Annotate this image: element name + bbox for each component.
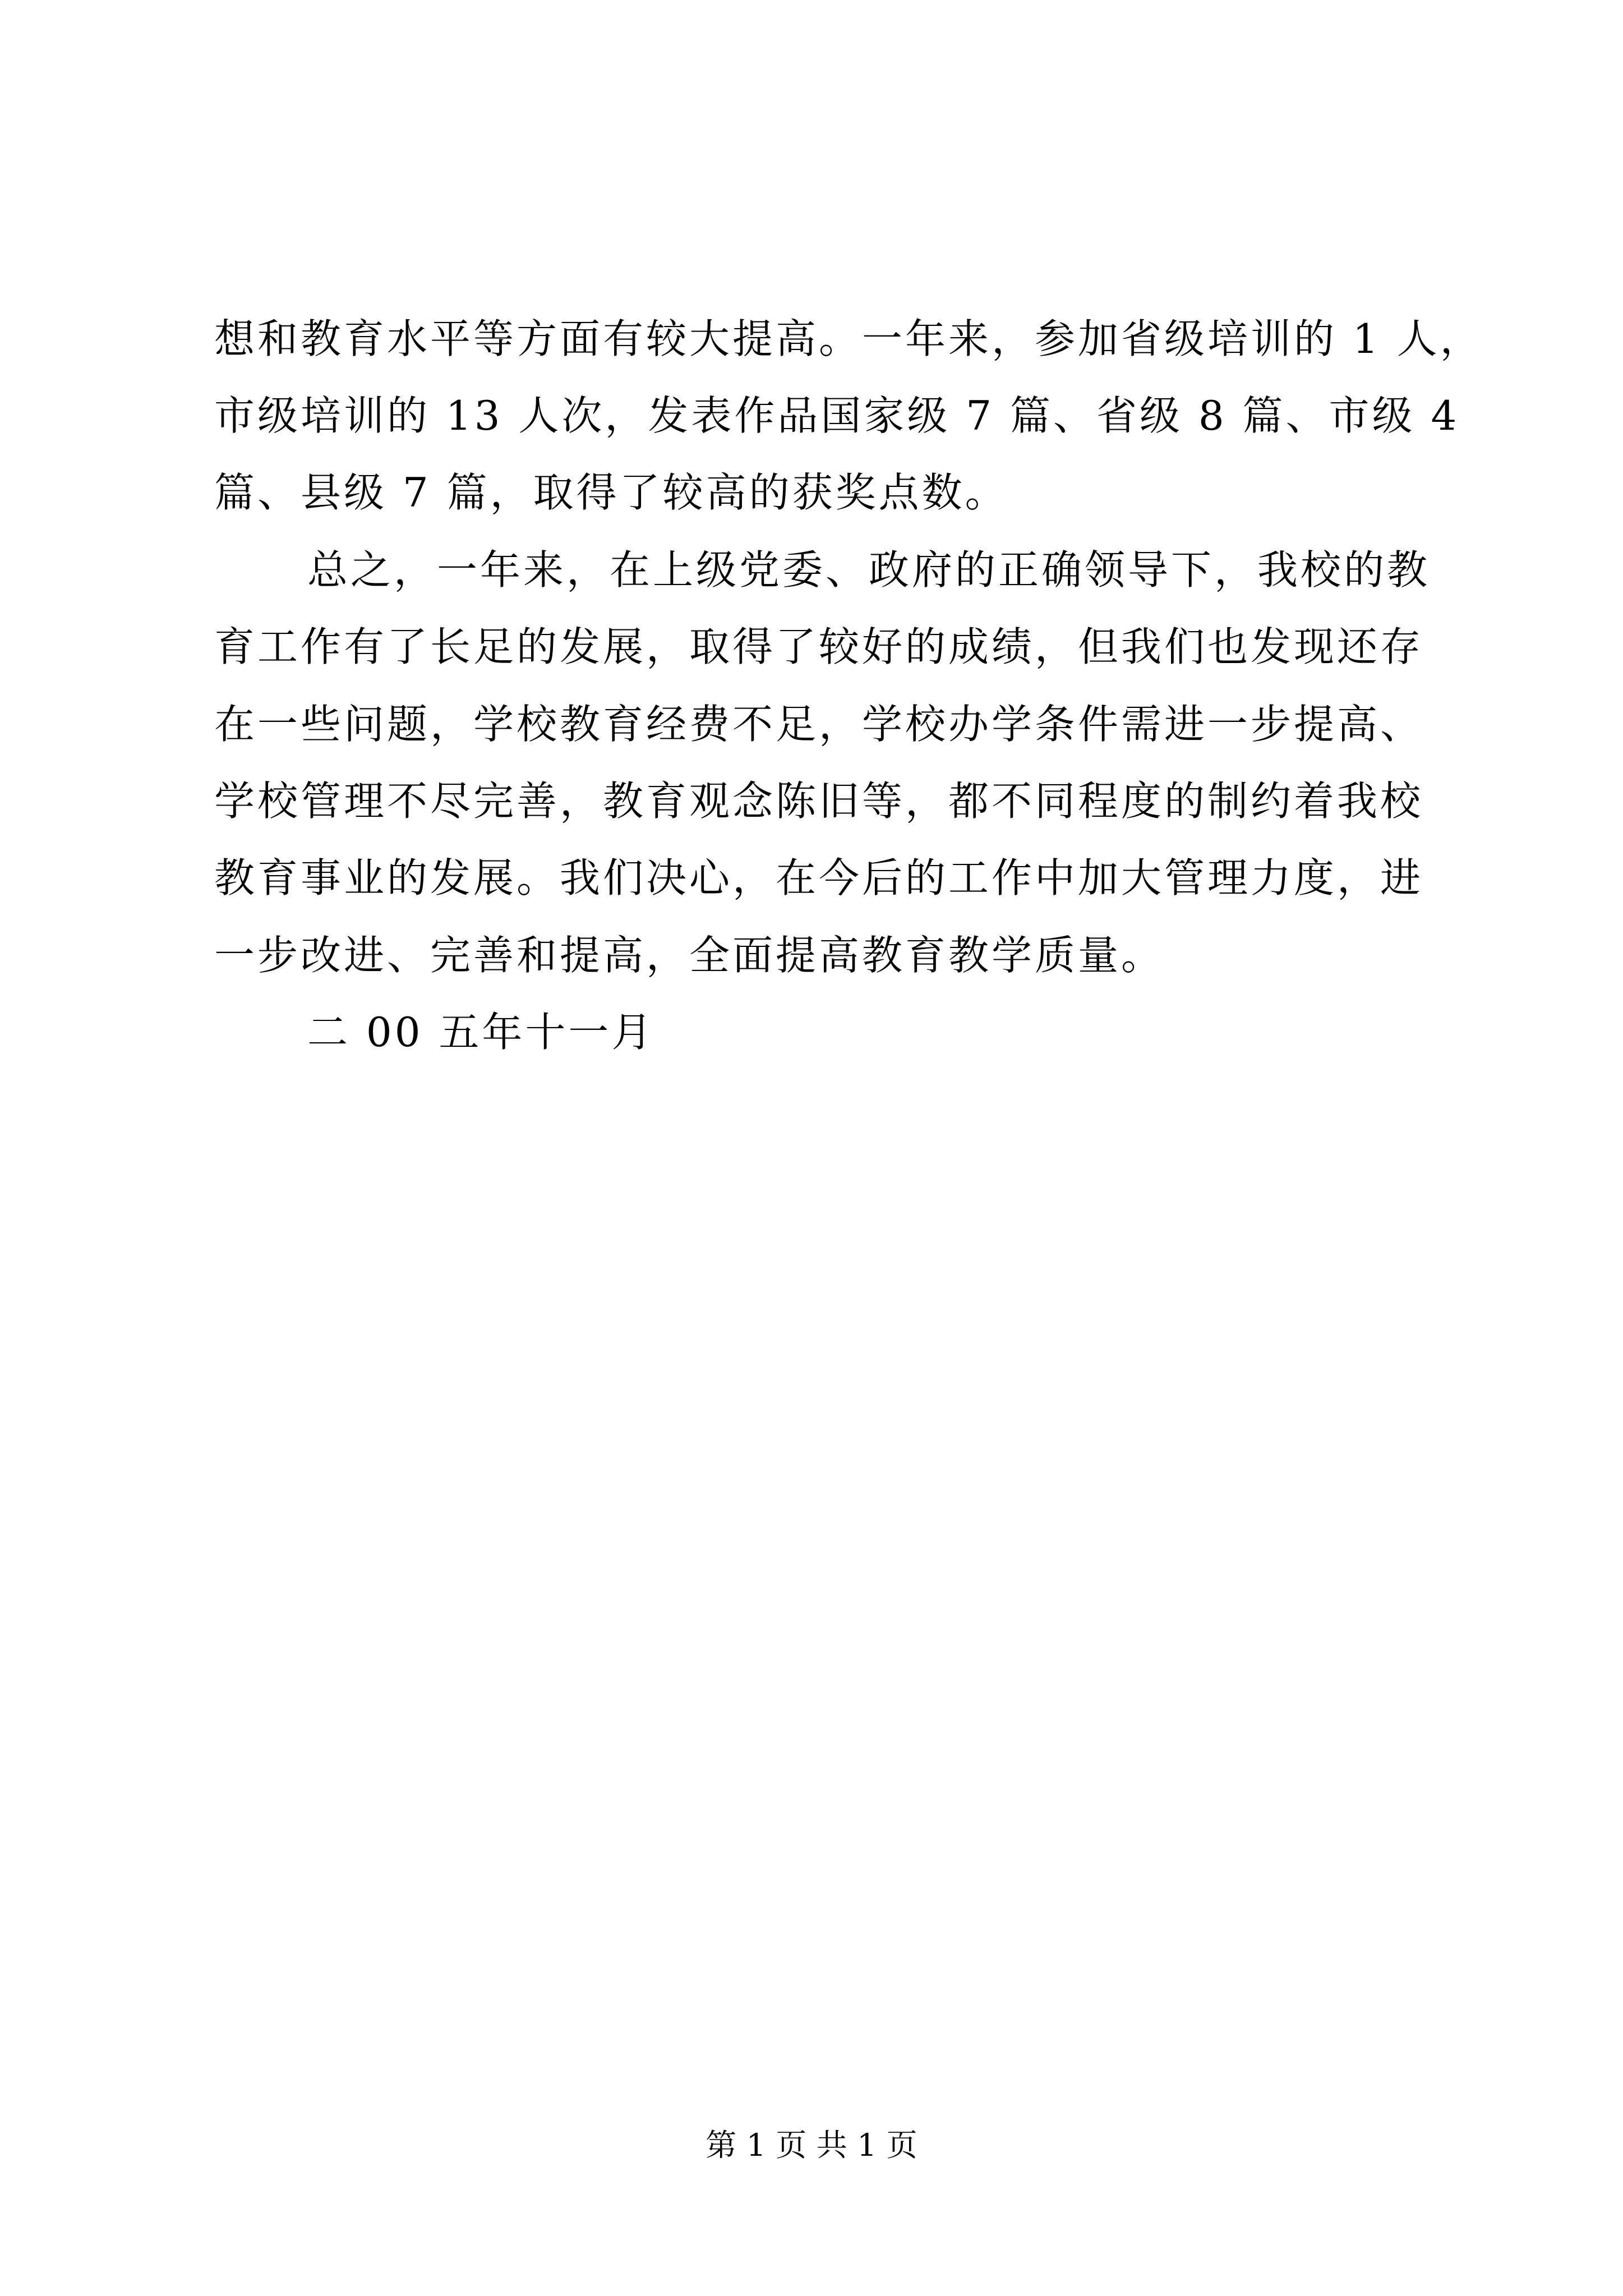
page-footer: 第 1 页 共 1 页 xyxy=(706,2127,917,2163)
paragraph-1-line-1: 想和教育水平等方面有较大提高。一年来，参加省级培训的 1 人， xyxy=(214,315,1483,362)
paragraph-1-line-2: 市级培训的 13 人次，发表作品国家级 7 篇、省级 8 篇、市级 4 xyxy=(214,392,1460,439)
paragraph-2-line-4: 学校管理不尽完善，教育观念陈旧等，都不同程度的制约着我校 xyxy=(214,777,1424,825)
paragraph-2-line-1: 总之，一年来，在上级党委、政府的正确领导下，我校的教 xyxy=(307,546,1431,593)
paragraph-2-line-6: 一步改进、完善和提高，全面提高教育教学质量。 xyxy=(214,932,1165,979)
date-line: 二 00 五年十一月 xyxy=(307,1009,655,1056)
paragraph-2-line-2: 育工作有了长足的发展，取得了较好的成绩，但我们也发现还存 xyxy=(214,623,1424,670)
paragraph-1-line-3: 篇、县级 7 篇，取得了较高的获奖点数。 xyxy=(214,469,1008,516)
paragraph-2-line-3: 在一些问题，学校教育经费不足，学校办学条件需进一步提高、 xyxy=(214,701,1424,748)
paragraph-2-line-5: 教育事业的发展。我们决心，在今后的工作中加大管理力度，进 xyxy=(214,854,1424,901)
